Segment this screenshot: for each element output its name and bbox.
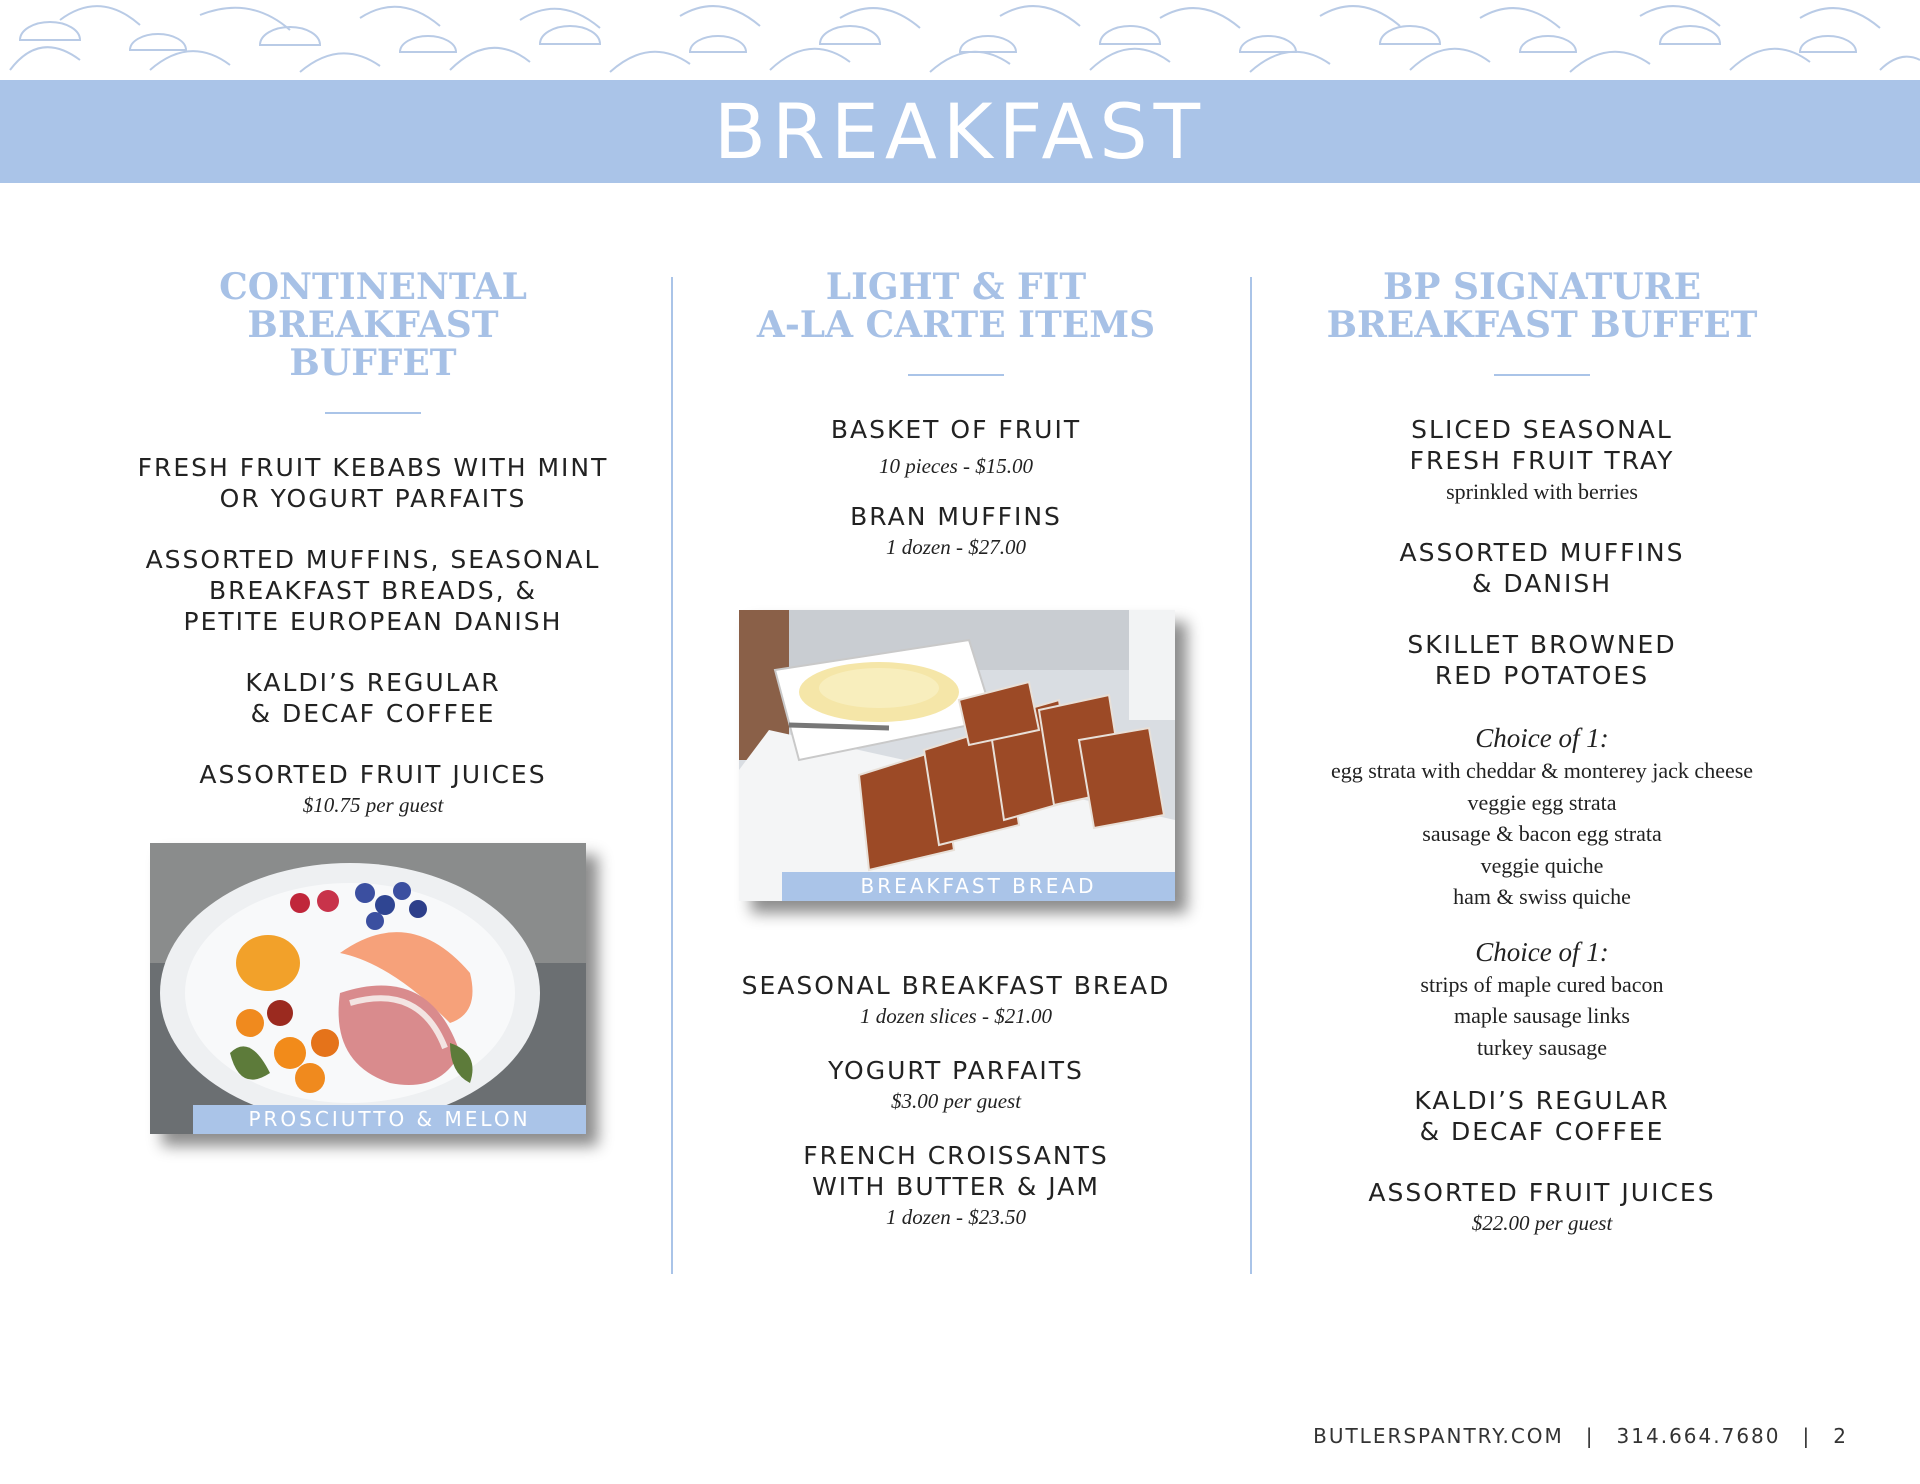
column-title: CONTINENTAL BREAKFAST BUFFET xyxy=(219,266,527,384)
menu-item: YOGURT PARFAITS $3.00 per guest xyxy=(676,1055,1236,1116)
header-pattern xyxy=(0,0,1920,80)
menu-item: ASSORTED MUFFINS & DANISH xyxy=(1399,538,1685,598)
title-rule xyxy=(1494,374,1590,376)
choice-option: veggie quiche xyxy=(1480,852,1604,878)
choice-group xyxy=(1262,721,1822,913)
choice-group xyxy=(1262,935,1822,1064)
title-rule xyxy=(908,374,1004,376)
column-bp-signature xyxy=(1262,268,1822,1268)
item-price: 1 dozen - $23.50 xyxy=(886,1205,1026,1229)
choice-option: turkey sausage xyxy=(1476,1034,1608,1060)
choice-option: veggie egg strata xyxy=(1467,789,1617,815)
bread-photo-icon xyxy=(739,610,1175,901)
item-price: $3.00 per guest xyxy=(890,1089,1022,1113)
menu-item: SEASONAL BREAKFAST BREAD 1 dozen slices - $21.00 xyxy=(676,970,1236,1031)
photo-caption: BREAKFAST BREAD xyxy=(782,872,1175,901)
page-number: 2 xyxy=(1833,1424,1848,1448)
item-price: 1 dozen - $27.00 xyxy=(886,535,1026,559)
website-link[interactable]: BUTLERSPANTRY.COM xyxy=(1313,1424,1564,1448)
choice-option: egg strata with cheddar & monterey jack cheese xyxy=(1330,758,1754,783)
choice-option: ham & swiss quiche xyxy=(1453,884,1631,909)
choice-option: sausage & bacon egg strata xyxy=(1422,821,1662,846)
column-title: LIGHT & FIT A-LA CARTE ITEMS xyxy=(756,266,1156,346)
menu-item: BASKET OF FRUIT 10 pieces - $15.00 xyxy=(676,414,1236,481)
menu-item: BRAN MUFFINS 1 dozen - $27.00 xyxy=(676,501,1236,562)
title-banner xyxy=(0,80,1920,183)
column-title: BP SIGNATURE BREAKFAST BUFFET xyxy=(1326,266,1758,346)
footer xyxy=(1313,1424,1848,1448)
item-note: sprinkled with berries xyxy=(1446,479,1638,504)
menu-item: ASSORTED FRUIT JUICES $22.00 per guest xyxy=(1262,1177,1822,1238)
title-rule xyxy=(325,412,421,414)
menu-item: KALDI’S REGULAR & DECAF COFFEE xyxy=(245,668,501,728)
footer-separator: | xyxy=(1802,1424,1812,1448)
menu-item: KALDI’S REGULAR & DECAF COFFEE xyxy=(1414,1086,1670,1146)
choice-option: strips of maple cured bacon xyxy=(1420,971,1664,997)
choice-heading: Choice of 1: xyxy=(1475,723,1609,753)
item-price: 1 dozen slices - $21.00 xyxy=(860,1004,1052,1028)
plate-photo-icon xyxy=(150,843,586,1134)
menu-item: ASSORTED FRUIT JUICES $10.75 per guest xyxy=(93,759,653,820)
menu-item: FRESH FRUIT KEBABS WITH MINT OR YOGURT PARFAITS xyxy=(137,453,609,513)
choice-option: maple sausage links xyxy=(1454,1003,1630,1028)
item-price: 10 pieces - $15.00 xyxy=(879,454,1033,478)
column-divider xyxy=(1250,277,1252,1274)
column-divider xyxy=(671,277,673,1274)
phone-number: 314.664.7680 xyxy=(1616,1424,1781,1448)
breakfast-bread-photo xyxy=(739,610,1175,901)
page-title: BREAKFAST xyxy=(713,87,1207,176)
item-price: $10.75 per guest xyxy=(302,793,444,817)
footer-separator: | xyxy=(1585,1424,1595,1448)
photo-caption: PROSCIUTTO & MELON xyxy=(193,1105,586,1134)
choice-heading: Choice of 1: xyxy=(1475,936,1609,967)
menu-item: SKILLET BROWNED RED POTATOES xyxy=(1407,630,1677,690)
menu-item: SLICED SEASONAL FRESH FRUIT TRAY sprinkled with berries xyxy=(1262,414,1822,507)
menu-item: FRENCH CROISSANTS WITH BUTTER & JAM 1 dozen - $23.50 xyxy=(676,1140,1236,1232)
prosciutto-melon-photo xyxy=(150,843,586,1134)
column-continental-breakfast xyxy=(93,268,653,850)
item-price: $22.00 per guest xyxy=(1471,1211,1613,1235)
menu-item: ASSORTED MUFFINS, SEASONAL BREAKFAST BREADS, & PETITE EUROPEAN DANISH xyxy=(145,545,601,636)
